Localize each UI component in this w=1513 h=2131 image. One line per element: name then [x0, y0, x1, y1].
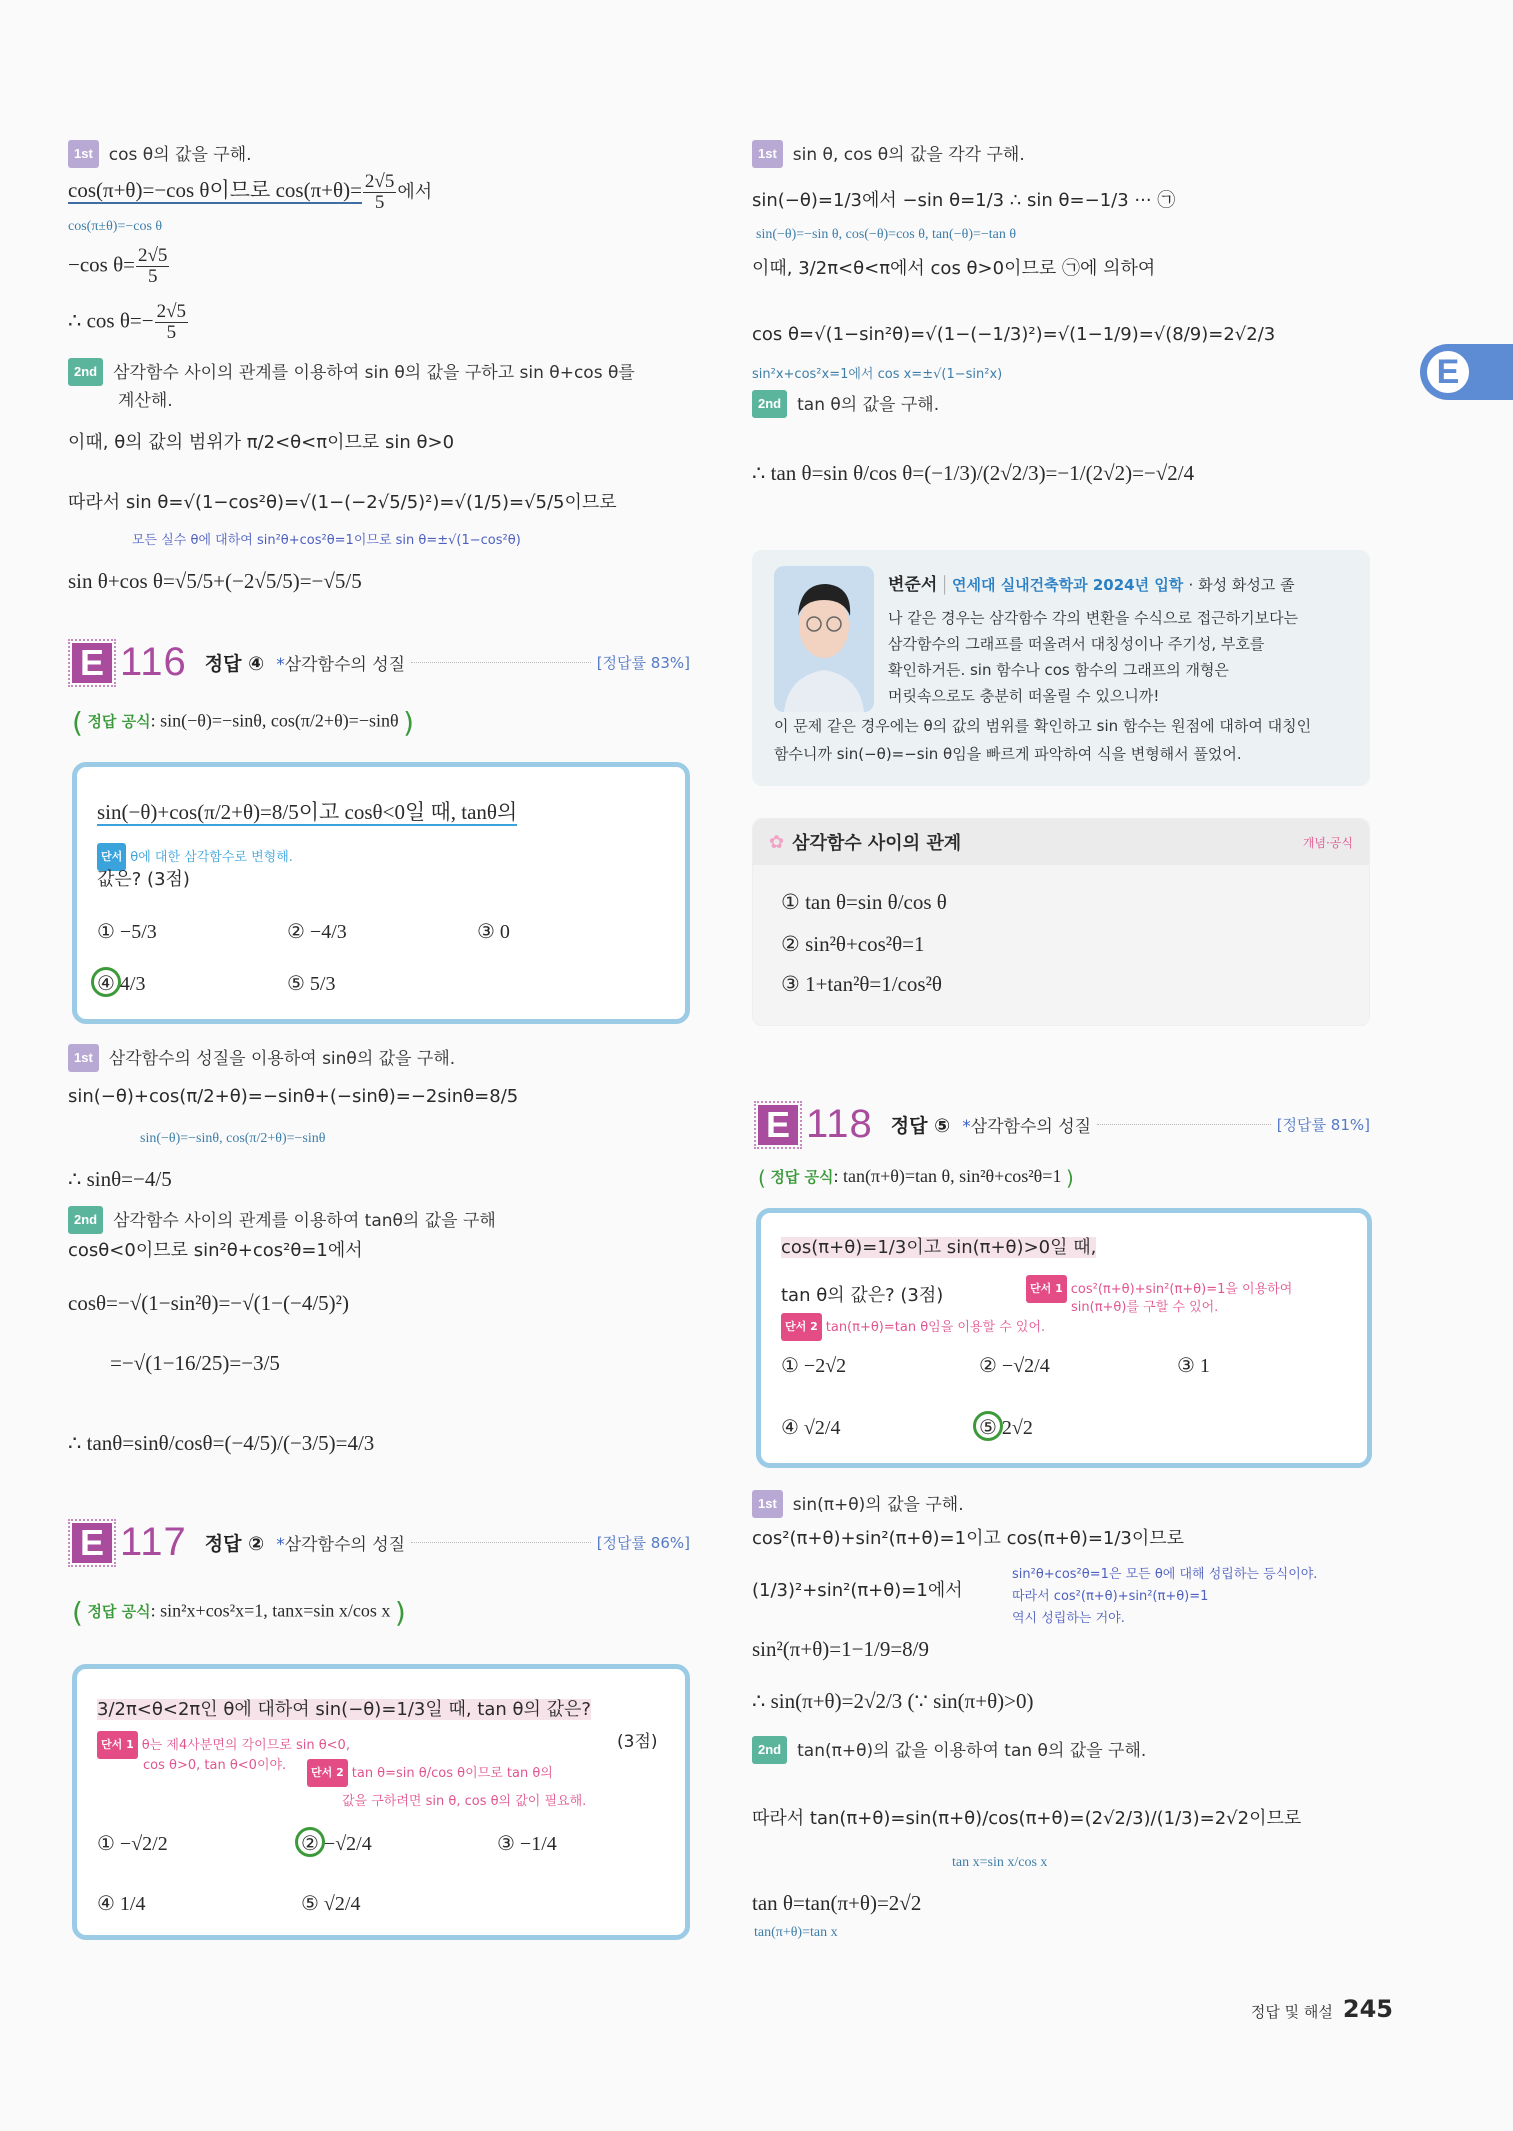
annotation: tan x=sin x/cos x [952, 1855, 1048, 1870]
equation-line: 이때, θ의 값의 범위가 π/2<θ<π이므로 sin θ>0 [68, 432, 455, 453]
equation-line: (1/3)²+sin²(π+θ)=1에서 [752, 1580, 963, 1601]
question-text: cos(π+θ)=1/3이고 sin(π+θ)>0일 때, [781, 1237, 1097, 1258]
annotation: sin²θ+cos²θ=1은 모든 θ에 대해 성립하는 등식이야. [1012, 1567, 1318, 1582]
concept-item: ① tan θ=sin θ/cos θ [781, 890, 947, 914]
correct-rate: [정답률 86%] [596, 1534, 690, 1552]
step-1-heading: 1st sin(π+θ)의 값을 구해. [752, 1490, 964, 1518]
hint-1-cont: sin(π+θ)를 구할 수 있어. [1071, 1300, 1219, 1315]
annotation: sin²x+cos²x=1에서 cos x=±√(1−sin²x) [752, 367, 1003, 382]
answer-label: 정답 ⑤ [890, 1115, 951, 1137]
choice-4[interactable]: ④ √2/4 [781, 1417, 841, 1439]
choice-1[interactable]: ① −2√2 [781, 1355, 847, 1377]
equation-line: sin(−θ)+cos(π/2+θ)=−sinθ+(−sinθ)=−2sinθ=8/5 [68, 1086, 519, 1107]
page-footer: 정답 및 해설 245 [1250, 1995, 1393, 2023]
hint-2: 단서 2 tan(π+θ)=tan θ임을 이용할 수 있어. [781, 1313, 1045, 1341]
answer-formula: ( 정답 공식: sin²x+cos²x=1, tanx=sin x/cos x ) [72, 1596, 406, 1629]
page-number: 245 [1342, 1995, 1393, 2023]
equation-line: ∴ sin(π+θ)=2√2/3 (∵ sin(π+θ)>0) [752, 1689, 1034, 1713]
step-2-heading: 2nd 삼각함수 사이의 관계를 이용하여 sin θ의 값을 구하고 sin θ+cos θ를 [68, 358, 635, 386]
hint-2: 단서 2 tan θ=sin θ/cos θ이므로 tan θ의 [307, 1759, 553, 1787]
equation-line: sin(−θ)=1/3에서 −sin θ=1/3 ∴ sin θ=−1/3 ··· ㉠ [752, 190, 1176, 211]
equation-line: cosθ=−√(1−sin²θ)=−√(1−(−4/5)²) [68, 1291, 349, 1315]
flower-icon: ✿ [769, 831, 785, 852]
step-1-heading: 1st cos θ의 값을 구해. [68, 140, 252, 168]
choice-3[interactable]: ③ 1 [1177, 1355, 1210, 1377]
annotation: 따라서 cos²(π+θ)+sin²(π+θ)=1 [1012, 1589, 1209, 1604]
choice-4[interactable]: ④ 1/4 [97, 1893, 146, 1915]
choice-2[interactable]: ② −4/3 [287, 921, 347, 943]
dotted-leader [1097, 1124, 1271, 1125]
annotation: cos(π±θ)=−cos θ [68, 219, 163, 234]
question-text: 3/2π<θ<2π인 θ에 대하여 sin(−θ)=1/3일 때, tan θ의 값은? [97, 1699, 591, 1720]
equation-line: sin²(π+θ)=1−1/9=8/9 [752, 1637, 929, 1661]
equation-line: sin θ+cos θ=√5/5+(−2√5/5)=−√5/5 [68, 569, 362, 593]
choice-2[interactable]: ② −√2/4 [301, 1833, 372, 1855]
chapter-letter: E [1424, 348, 1472, 396]
student-info: 변준서 | 연세대 실내건축학과 2024년 입학 · 화성 화성고 졸 [888, 571, 1295, 595]
choice-5[interactable]: ⑤ 5/3 [287, 973, 336, 995]
equation-line: ∴ tan θ=sin θ/cos θ=(−1/3)/(2√2/3)=−1/(2√2)=−√2/4 [752, 461, 1195, 485]
choice-2[interactable]: ② −√2/4 [979, 1355, 1050, 1377]
question-text-cont: 값은? (3점) [97, 869, 190, 890]
equation-line: cos(π+θ)=−cos θ이므로 cos(π+θ)= $\frac{2√5}{5}$ 에서 [68, 171, 433, 213]
correct-rate: [정답률 81%] [1276, 1116, 1370, 1134]
equation-line: =−√(1−16/25)=−3/5 [110, 1351, 280, 1375]
question-text-cont: tan θ의 값은? (3점) [781, 1285, 944, 1306]
annotation: 모든 실수 θ에 대하여 sin²θ+cos²θ=1이므로 sin θ=±√(1−cos²θ) [132, 533, 521, 548]
step-2-heading: 2nd tan θ의 값을 구해. [752, 390, 939, 418]
concept-item: ② sin²θ+cos²θ=1 [781, 932, 925, 956]
hint-1: 단서 1 cos²(π+θ)+sin²(π+θ)=1을 이용하여 [1026, 1275, 1292, 1303]
equation-line: 이때, 3/2π<θ<π에서 cos θ>0이므로 ㉠에 의하여 [752, 258, 1156, 279]
problem-letter-badge: E [758, 1105, 798, 1145]
equation-line: 따라서 sin θ=√(1−cos²θ)=√(1−(−2√5/5)²)=√(1/5)=√5/5이므로 [68, 492, 617, 513]
choice-5[interactable]: ⑤ 2√2 [979, 1417, 1033, 1439]
answer-formula: ( 정답 공식: tan(π+θ)=tan θ, sin²θ+cos²θ=1 ) [758, 1166, 1074, 1190]
topic-label: *삼각함수의 성질 [276, 655, 406, 675]
equation-line: tan θ=tan(π+θ)=2√2 [752, 1891, 922, 1915]
problem-118-header [758, 1102, 1370, 1147]
dotted-leader [411, 662, 591, 663]
problem-number: 118 [806, 1102, 873, 1146]
step-2-heading: 2nd tan(π+θ)의 값을 이용하여 tan θ의 값을 구해. [752, 1736, 1146, 1764]
equation-line: 따라서 tan(π+θ)=sin(π+θ)/cos(π+θ)=(2√2/3)/(1/3)=2√2이므로 [752, 1808, 1302, 1829]
dotted-leader [411, 1542, 591, 1543]
hint-2-cont: 값을 구하려면 sin θ, cos θ의 값이 필요해. [342, 1794, 587, 1809]
problem-117-box [72, 1664, 690, 1940]
problem-number: 117 [120, 1520, 187, 1564]
problem-number: 116 [120, 640, 187, 684]
topic-label: *삼각함수의 성질 [276, 1535, 406, 1555]
equation-line: ∴ cos θ=− $\frac{2√5}{5}$ [68, 301, 187, 343]
student-tip-box: 변준서 | 연세대 실내건축학과 2024년 입학 · 화성 화성고 졸 나 같은 경우는 삼각함수 각의 변환을 수식으로 접근하기보다는 삼각함수의 그래프를 떠올려서 대칭성이나 주기성, 부호를 확인하거든. sin 함수나 cos 함수의 그래프의 개형은 머릿속으로도 충분히 떠올릴 수 있으니까! 이 문제 같은 경우에는 θ의 값의 범위를 확인하고 sin 함수는 원점에 대하여 대칭인 함수니까 sin(−θ)=−sin θ임을 빠르게 파악하여 식을 변형해서 풀었어. [752, 550, 1370, 786]
hint-1: 단서 1 θ는 제4사분면의 각이므로 sin θ<0, [97, 1731, 350, 1759]
chapter-tab[interactable] [1420, 344, 1513, 400]
step-badge: 1st [68, 140, 99, 168]
equation-line: cos²(π+θ)+sin²(π+θ)=1이고 cos(π+θ)=1/3이므로 [752, 1528, 1185, 1549]
problem-letter-badge: E [72, 643, 112, 683]
step-2-heading-cont: 계산해. [118, 391, 173, 411]
choice-1[interactable]: ① −5/3 [97, 921, 157, 943]
topic-label: *삼각함수의 성질 [962, 1117, 1092, 1137]
points: (3점) [617, 1732, 658, 1752]
equation-line: ∴ tanθ=sinθ/cosθ=(−4/5)/(−3/5)=4/3 [68, 1431, 375, 1455]
answer-formula: ( 정답 공식: sin(−θ)=−sinθ, cos(π/2+θ)=−sinθ ) [72, 706, 415, 739]
answer-label: 정답 ② [204, 1533, 265, 1555]
annotation: sin(−θ)=−sinθ, cos(π/2+θ)=−sinθ [140, 1131, 326, 1146]
hint-1: 단서 θ에 대한 삼각함수로 변형해. [97, 843, 293, 871]
problem-118-box [756, 1208, 1372, 1468]
question-text: sin(−θ)+cos(π/2+θ)=8/5이고 cosθ<0일 때, tanθ의 [97, 800, 518, 824]
annotation: 역시 성립하는 거야. [1012, 1611, 1125, 1626]
annotation: sin(−θ)=−sin θ, cos(−θ)=cos θ, tan(−θ)=−tan θ [756, 227, 1017, 242]
problem-116-header [72, 640, 690, 685]
step-1-heading: 1st sin θ, cos θ의 값을 각각 구해. [752, 140, 1025, 168]
step-1-heading: 1st 삼각함수의 성질을 이용하여 sinθ의 값을 구해. [68, 1044, 455, 1072]
concept-box: ✿ 삼각함수 사이의 관계 개념·공식 ① tan θ=sin θ/cos θ ② sin²θ+cos²θ=1 ③ 1+tan²θ=1/cos²θ [752, 818, 1370, 1026]
equation-line: cos θ=√(1−sin²θ)=√(1−(−1/3)²)=√(1−1/9)=√(8/9)=2√2/3 [752, 324, 1276, 345]
student-photo [774, 566, 874, 712]
choice-1[interactable]: ① −√2/2 [97, 1833, 168, 1855]
correct-rate: [정답률 83%] [596, 654, 690, 672]
equation-line: cosθ<0이므로 sin²θ+cos²θ=1에서 [68, 1240, 363, 1261]
person-icon [774, 566, 874, 712]
concept-item: ③ 1+tan²θ=1/cos²θ [781, 972, 942, 996]
step-2-heading: 2nd 삼각함수 사이의 관계를 이용하여 tanθ의 값을 구해 [68, 1206, 496, 1234]
problem-117-header [72, 1520, 690, 1565]
equation-line: ∴ sinθ=−4/5 [68, 1167, 172, 1191]
choice-3[interactable]: ③ 0 [477, 921, 510, 943]
answer-label: 정답 ④ [204, 653, 265, 675]
choice-4[interactable]: ④ 4/3 [97, 973, 146, 995]
problem-116-box [72, 762, 690, 1024]
equation-line: −cos θ= $\frac{2√5}{5}$ [68, 245, 168, 287]
annotation: tan(π+θ)=tan x [754, 1925, 838, 1940]
hint-1-cont: cos θ>0, tan θ<0이야. [143, 1758, 287, 1773]
choice-5[interactable]: ⑤ √2/4 [301, 1893, 361, 1915]
choice-3[interactable]: ③ −1/4 [497, 1833, 557, 1855]
problem-letter-badge: E [72, 1523, 112, 1563]
